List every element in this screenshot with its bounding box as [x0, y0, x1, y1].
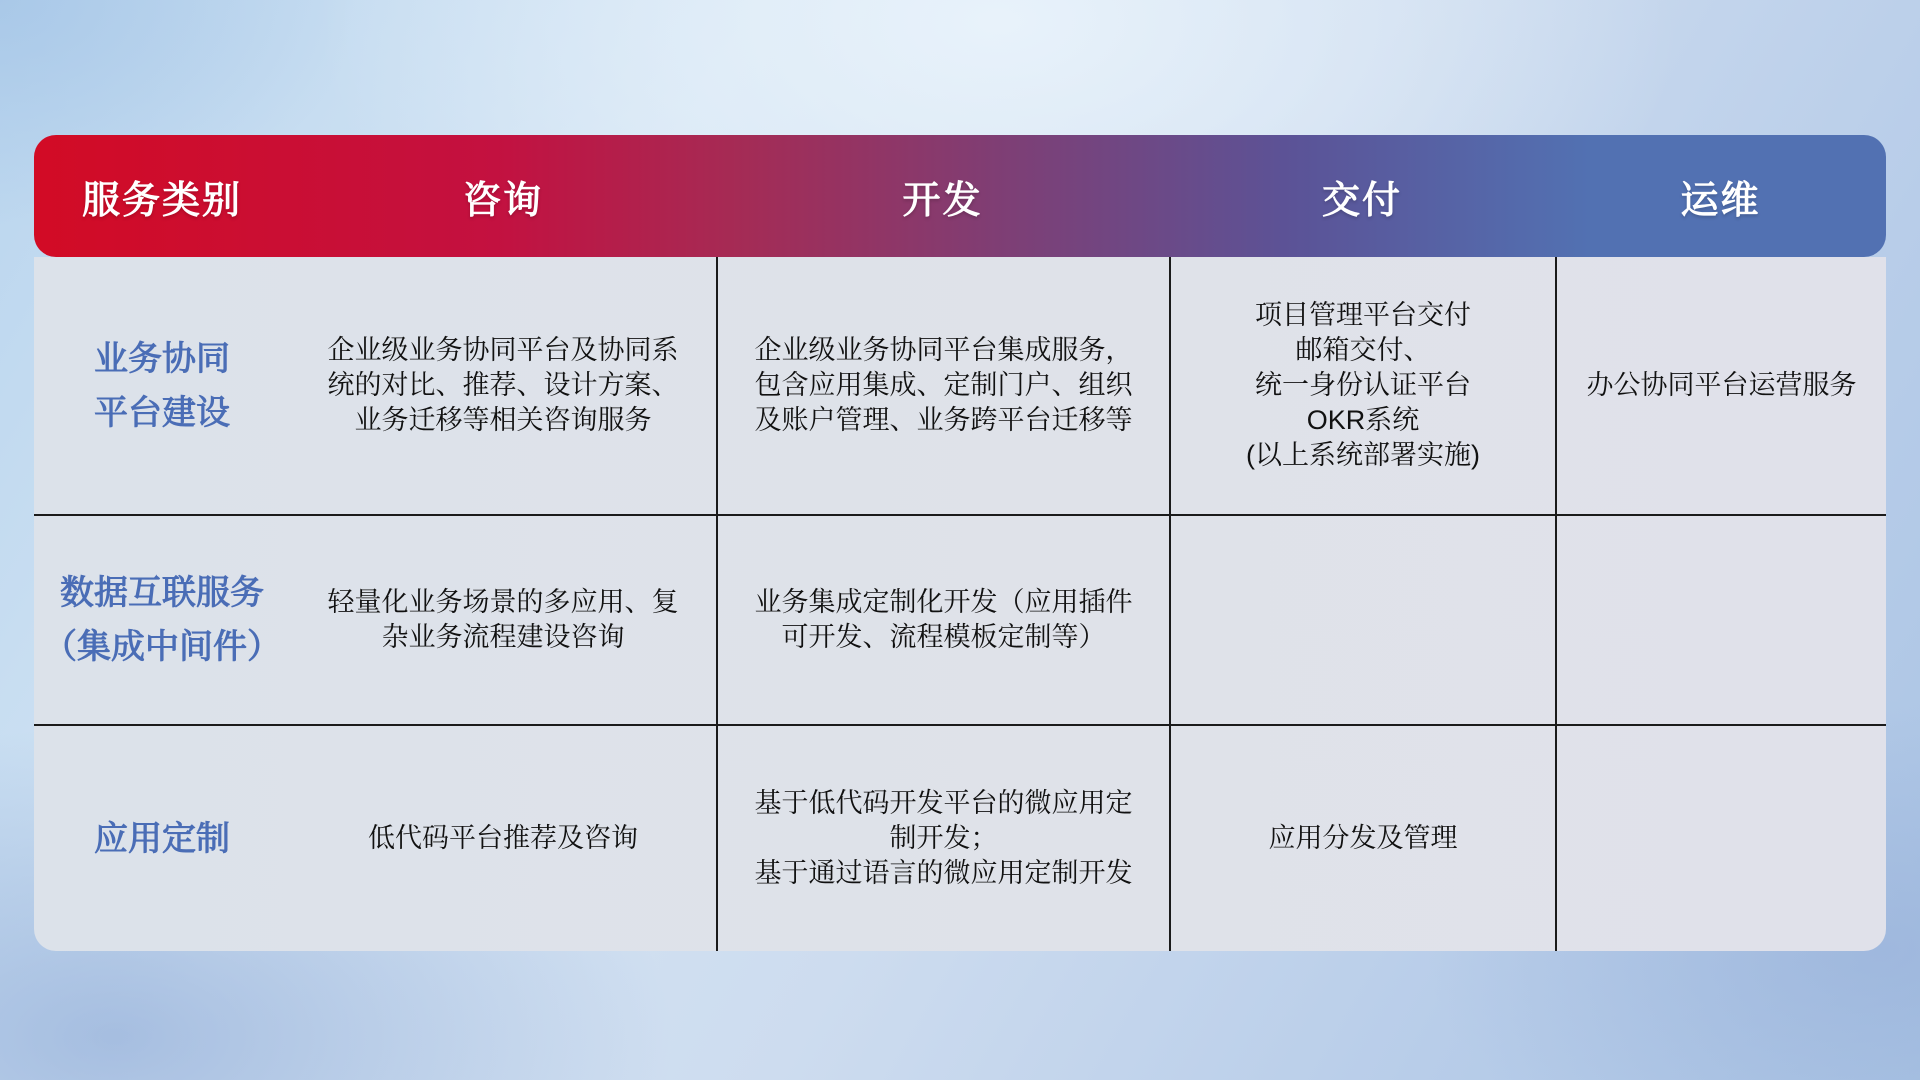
table-body: [34, 257, 1886, 951]
cell-line: 企业级业务协同平台及协同系: [327, 335, 679, 365]
cell-r1-consulting: [290, 257, 716, 514]
cell-line: 可开发、流程模板定制等）: [781, 622, 1106, 652]
header-cell-operations: 运维: [1680, 179, 1761, 222]
table-row-app-customization: [34, 724, 1886, 951]
cell-line: 及账户管理、业务跨平台迁移等: [754, 405, 1133, 435]
cell-r3-consulting: [290, 726, 716, 951]
cell-r1-delivery: [1169, 257, 1555, 514]
header-cell-delivery: 交付: [1321, 179, 1402, 222]
header-cell-development: 开发: [902, 179, 983, 222]
cell-line: 业务集成定制化开发（应用插件: [754, 587, 1133, 617]
table-header-row: [34, 135, 1886, 257]
cell-line: 制开发；: [889, 823, 998, 853]
cell-line: 基于低代码开发平台的微应用定: [754, 788, 1133, 818]
cell-r2-operations: [1555, 516, 1886, 724]
cell-line: 统一身份认证平台: [1255, 370, 1471, 400]
cell-r3-operations: [1555, 726, 1886, 951]
cell-r2-consulting: [290, 516, 716, 724]
cell-line: 办公协同平台运营服务: [1586, 370, 1857, 400]
cell-line: OKR系统: [1306, 405, 1420, 435]
cell-line: 平台建设: [94, 393, 230, 432]
cell-line: 项目管理平台交付: [1255, 300, 1471, 330]
cell-line: 轻量化业务场景的多应用、复: [327, 587, 679, 617]
service-matrix-table: [34, 135, 1886, 951]
cell-r3-delivery: [1169, 726, 1555, 951]
cell-r2-category: [34, 516, 290, 724]
cell-line: 邮箱交付、: [1295, 335, 1431, 365]
cell-line: 基于通过语言的微应用定制开发: [754, 858, 1133, 888]
cell-line: 数据互联服务: [60, 574, 264, 612]
cell-r2-delivery: [1169, 516, 1555, 724]
cell-r1-category: [34, 257, 290, 514]
cell-line: 应用分发及管理: [1268, 823, 1458, 853]
cell-line: （集成中间件）: [43, 628, 281, 666]
cell-r1-operations: [1555, 257, 1886, 514]
cell-line: 业务迁移等相关咨询服务: [354, 405, 652, 435]
cell-r3-development: [716, 726, 1169, 951]
cell-r1-development: [716, 257, 1169, 514]
cell-line: 统的对比、推荐、设计方案、: [327, 370, 679, 400]
header-cell-category: 服务类别: [81, 179, 242, 222]
cell-line: 应用定制: [94, 819, 230, 858]
cell-r3-category: [34, 726, 290, 951]
table-row-data-interconnection: [34, 514, 1886, 724]
cell-line: 企业级业务协同平台集成服务，: [754, 335, 1133, 365]
cell-line: (以上系统部署实施): [1246, 440, 1480, 470]
table-row-collaboration-platform: [34, 257, 1886, 514]
cell-line: 杂业务流程建设咨询: [381, 622, 625, 652]
cell-r2-development: [716, 516, 1169, 724]
cell-line: 业务协同: [94, 339, 230, 378]
cell-line: 低代码平台推荐及咨询: [368, 823, 638, 853]
header-cell-consulting: 咨询: [462, 179, 543, 222]
cell-line: 包含应用集成、定制门户、组织: [754, 370, 1133, 400]
